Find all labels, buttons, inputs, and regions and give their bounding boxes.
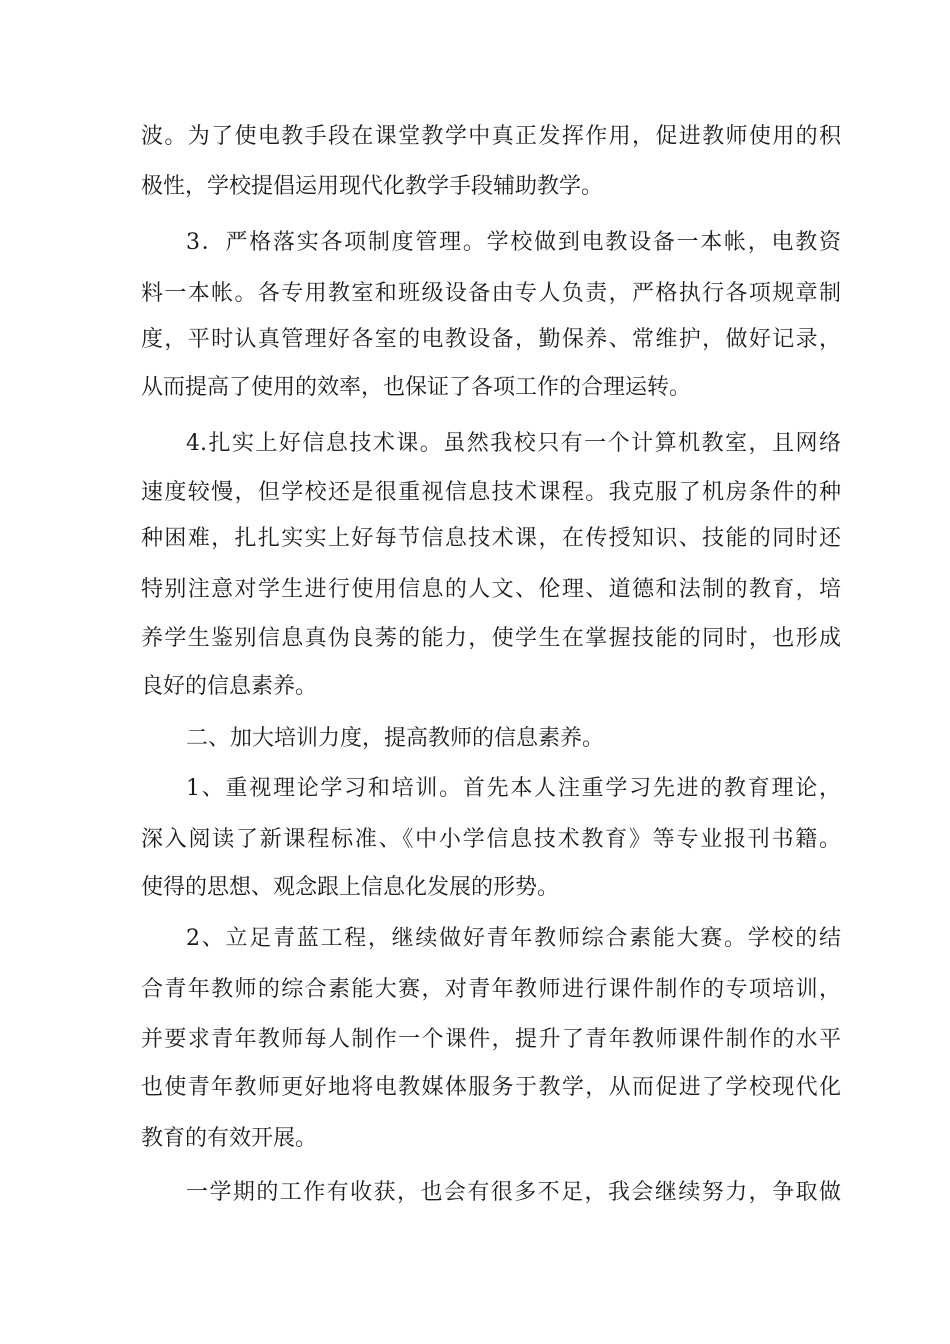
text-line: 波。为了使电教手段在课堂教学中真正发挥作用，促进教师使用的积 bbox=[141, 124, 841, 149]
text-line: 良好的信息素养。 bbox=[141, 674, 318, 699]
text-line: 1、重视理论学习和培训。首先本人注重学习先进的教育理论， bbox=[186, 776, 841, 801]
text-line: 特别注意对学生进行使用信息的人文、伦理、道德和法制的教育，培 bbox=[141, 577, 841, 602]
text-line: 料一本帐。各专用教室和班级设备由专人负责，严格执行各项规章制 bbox=[141, 281, 841, 306]
text-line: 合青年教师的综合素能大赛，对青年教师进行课件制作的专项培训， bbox=[141, 977, 841, 1002]
section-heading: 二、加大培训力度，提高教师的信息素养。 bbox=[186, 726, 605, 751]
text-line: 3．严格落实各项制度管理。学校做到电教设备一本帐，电教资 bbox=[186, 230, 841, 255]
text-line: 一学期的工作有收获，也会有很多不足，我会继续努力，争取做 bbox=[186, 1180, 841, 1205]
text-line: 速度较慢，但学校还是很重视信息技术课程。我克服了机房条件的种 bbox=[141, 480, 841, 505]
text-line: 深入阅读了新课程标准、《中小学信息技术教育》等专业报刊书籍。 bbox=[141, 827, 841, 852]
text-line: 也使青年教师更好地将电教媒体服务于教学，从而促进了学校现代化 bbox=[141, 1075, 841, 1100]
text-line: 养学生鉴别信息真伪良莠的能力，使学生在掌握技能的同时，也形成 bbox=[141, 626, 841, 651]
text-line: 种困难，扎扎实实上好每节信息技术课，在传授知识、技能的同时还 bbox=[141, 526, 841, 551]
text-line: 极性，学校提倡运用现代化教学手段辅助教学。 bbox=[141, 174, 604, 199]
text-line: 教育的有效开展。 bbox=[141, 1126, 318, 1151]
text-line: 4.扎实上好信息技术课。虽然我校只有一个计算机教室，且网络 bbox=[186, 431, 841, 456]
text-line: 并要求青年教师每人制作一个课件，提升了青年教师课件制作的水平 bbox=[141, 1027, 841, 1052]
text-line: 度，平时认真管理好各室的电教设备，勤保养、常维护，做好记录， bbox=[141, 327, 841, 352]
text-line: 从而提高了使用的效率，也保证了各项工作的合理运转。 bbox=[141, 375, 692, 400]
text-line: 使得的思想、观念跟上信息化发展的形势。 bbox=[141, 875, 560, 900]
text-line: 2、立足青蓝工程，继续做好青年教师综合素能大赛。学校的结 bbox=[186, 926, 841, 951]
